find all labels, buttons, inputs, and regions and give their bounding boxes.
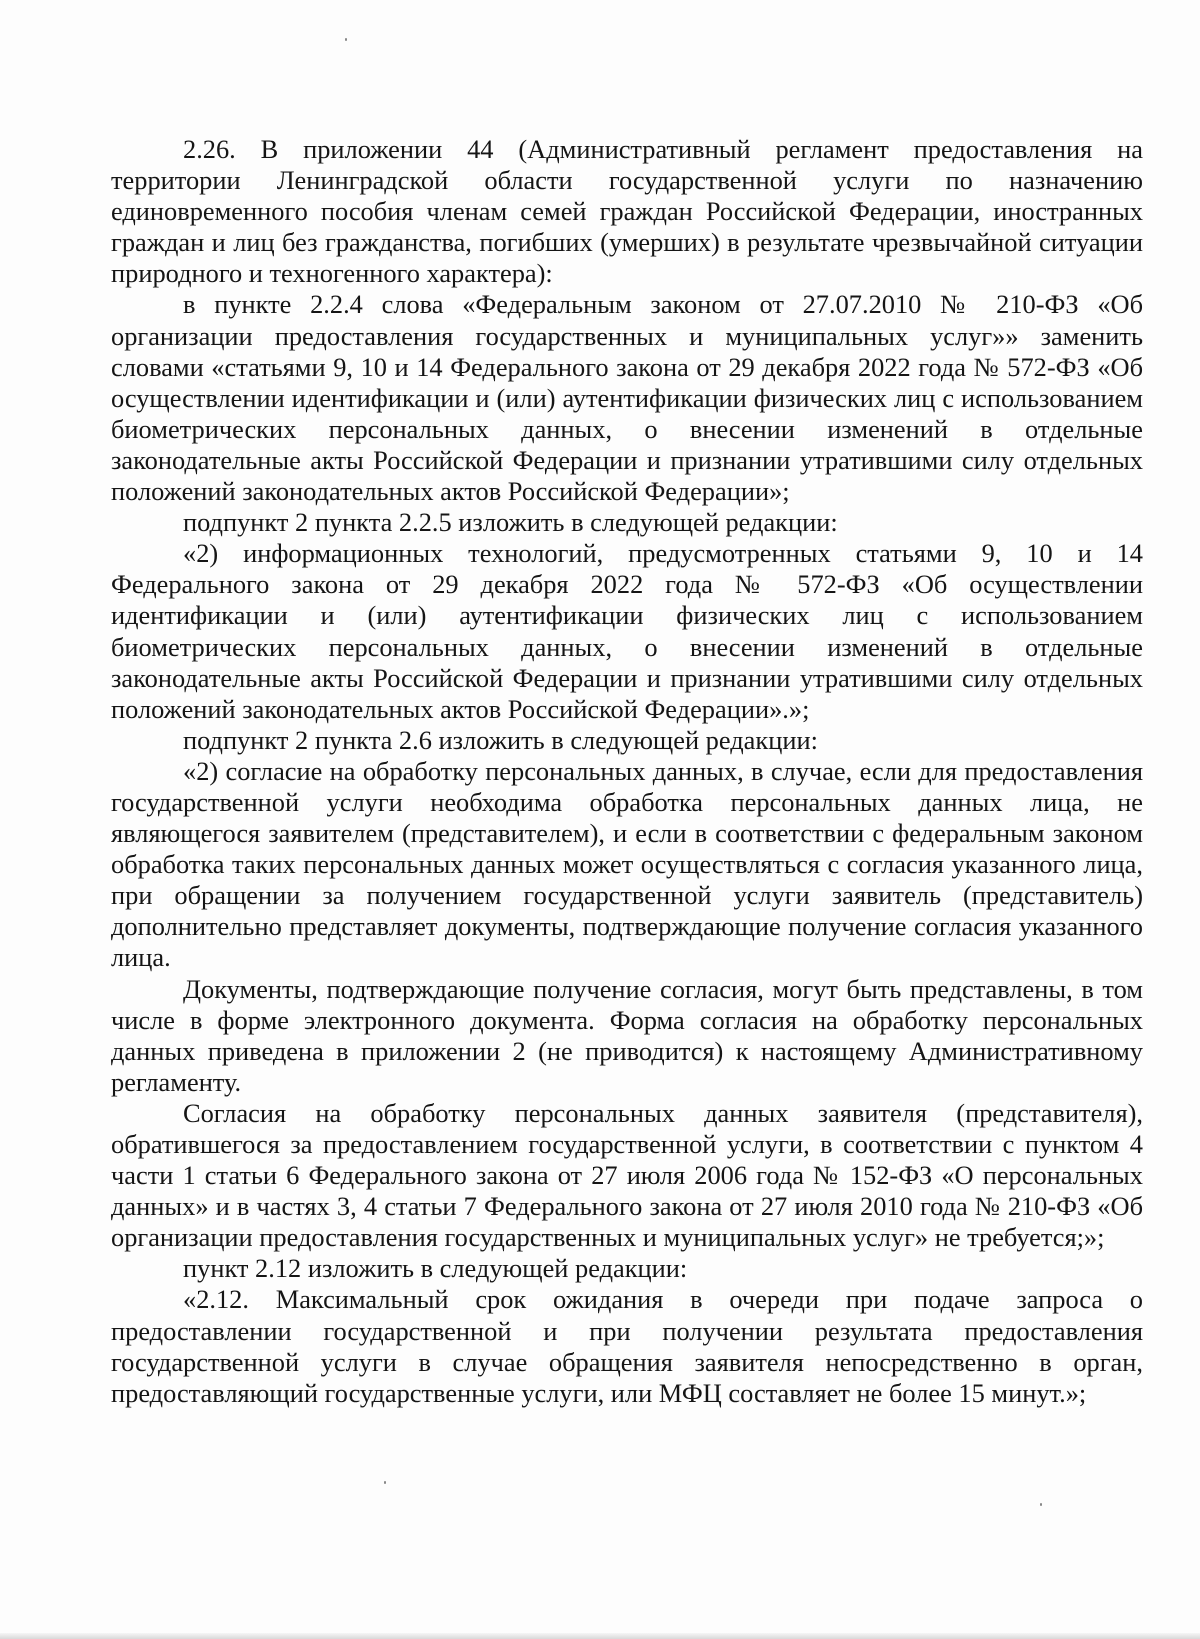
paragraph-clause-2-12-text: «2.12. Максимальный срок ожидания в очереди при подаче запроса о предоставлении государственной и при получении результата предоставления государственной услуги в случае обращения заявителя непосредственно в орган, предоставляющий государственные услуги, или МФЦ составляет не более 15 минут.»; [111,1284,1143,1408]
paragraph-clause-2-12-intro: пункт 2.12 изложить в следующей редакции: [183,1253,688,1284]
scan-speck [384,1481,386,1484]
paragraph-consent-documents: Документы, подтверждающие получение согласия, могут быть представлены, в том числе в форме электронного документа. Форма согласия на обработку персональных данных приведена в приложении 2 (не приводится) к настоящему Административному регламенту. [111,973,1143,1097]
scan-bottom-edge [0,1633,1200,1639]
paragraph-subclause-2-2-5-text: «2) информационных технологий, предусмотренных статьями 9, 10 и 14 Федерального закона от 29 декабря 2022 года № 572-ФЗ «Об осуществлении идентификации и (или) аутентификации физических лиц с использованием биометрических персональных данных, о внесении изменений в отдельные законодательные акты Российской Федерации и признании утратившими силу отдельных положений законодательных актов Российской Федерации».»; [111,538,1143,724]
paragraph-subclause-2-2-5-intro: подпункт 2 пункта 2.2.5 изложить в следующей редакции: [183,507,838,538]
paragraph-subclause-2-6-text: «2) согласие на обработку персональных данных, в случае, если для предоставления государственной услуги необходима обработка персональных данных лица, не являющегося заявителем (представителем), и если в соответствии с федеральным законом обработка таких персональных данных может осуществляться с согласия указанного лица, при обращении за получением государственной услуги заявитель (представитель) дополнительно представляет документы, подтверждающие получение согласия указанного лица. [111,755,1143,973]
paragraph-subclause-2-6-intro: подпункт 2 пункта 2.6 изложить в следующей редакции: [183,724,818,755]
scan-speck [1040,1503,1042,1506]
paragraph-consent-not-required: Согласия на обработку персональных данных заявителя (представителя), обратившегося за предоставлением государственной услуги, в соответствии с пунктом 4 части 1 статьи 6 Федерального закона от 27 июля 2006 года № 152-ФЗ «О персональных данных» и в частях 3, 4 статьи 7 Федерального закона от 27 июля 2010 года № 210-ФЗ «Об организации предоставления государственных и муниципальных услуг» не требуется;»; [111,1097,1143,1253]
scan-speck [345,38,347,41]
document-body [111,134,1143,1409]
paragraph-amendment-heading: 2.26. В приложении 44 (Административный регламент предоставления на территории Ленинградской области государственной услуги по назначению единовременного пособия членам семей граждан Российской Федерации, иностранных граждан и лиц без гражданства, погибших (умерших) в результате чрезвычайной ситуации природного и техногенного характера): [111,134,1143,289]
paragraph-clause-2-2-4: в пункте 2.2.4 слова «Федеральным законом от 27.07.2010 № 210-ФЗ «Об организации предоставления государственных и муниципальных услуг»» заменить словами «статьями 9, 10 и 14 Федерального закона от 29 декабря 2022 года № 572-ФЗ «Об осуществлении идентификации и (или) аутентификации физических лиц с использованием биометрических персональных данных, о внесении изменений в отдельные законодательные акты Российской Федерации и признании утратившими силу отдельных положений законодательных актов Российской Федерации»; [111,289,1143,507]
